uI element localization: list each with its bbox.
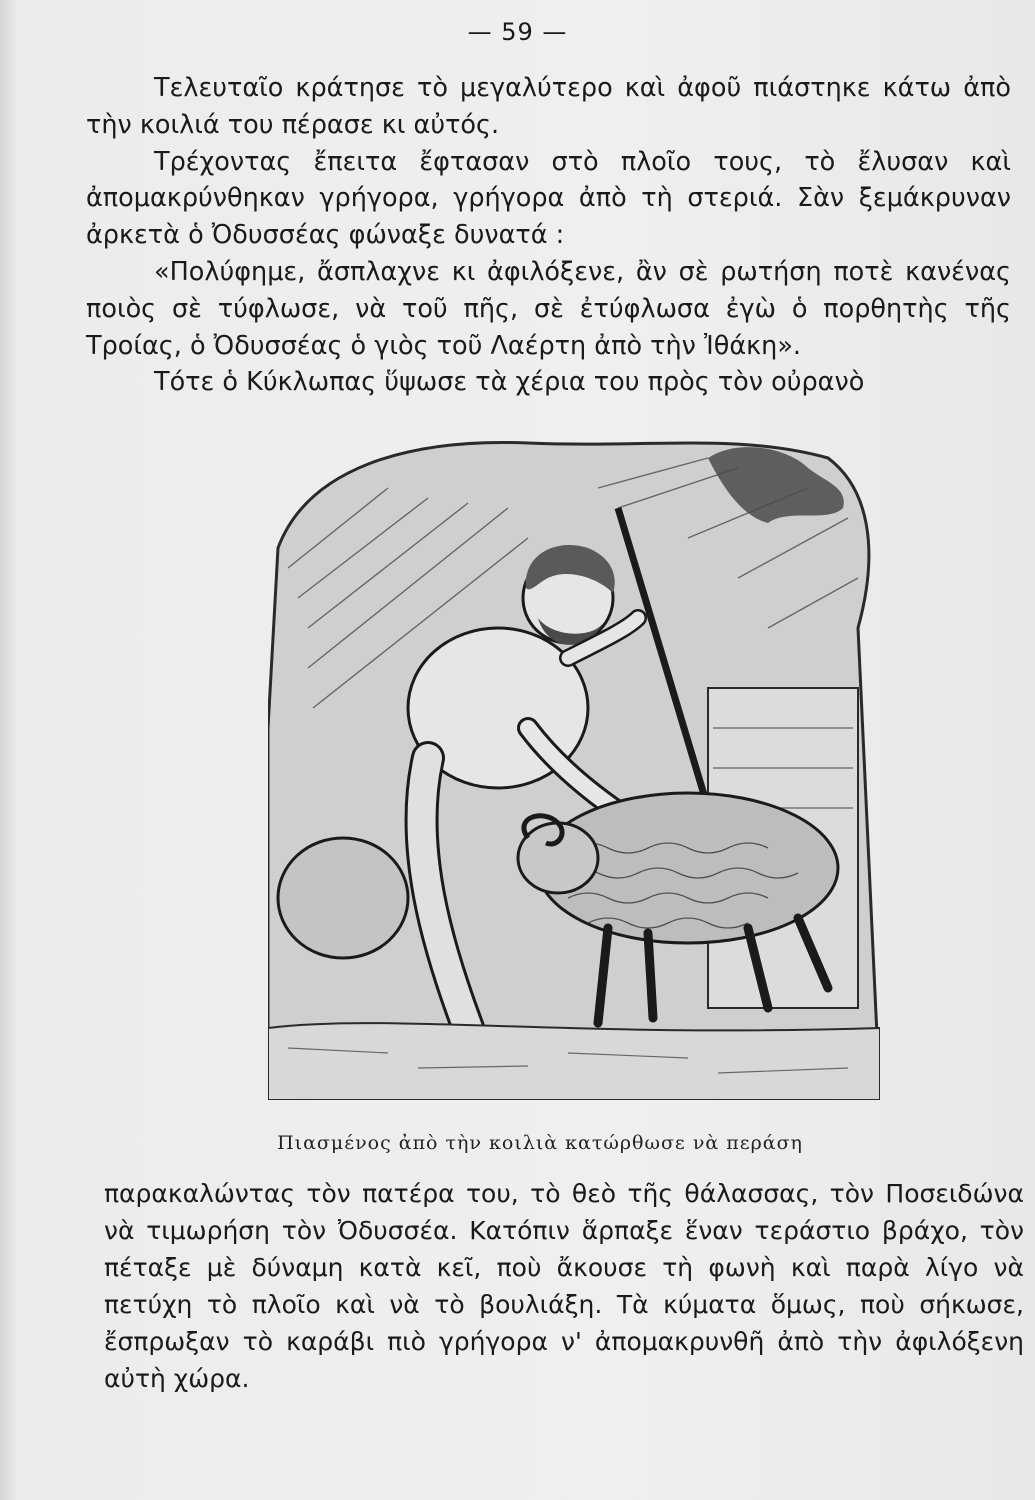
engraving-illustration [268,428,880,1100]
paragraph: Τότε ὁ Κύκλωπας ὕψωσε τὰ χέρια του πρὸς τὸν οὐρανὸ [154,367,865,398]
paragraph: Τρέχοντας ἔπειτα ἔφτασαν στὸ πλοῖο τους, τὸ ἔλυσαν καὶ ἀπομακρύνθηκαν γρήγορα, γρήγορα ἀπὸ τὴ στεριά. Σὰν ξεμάκρυναν ἀρκετὰ ὁ Ὀδυσσέας φώναξε δυνατά : [86,146,1011,251]
paragraph: Τελευταῖο κράτησε τὸ μεγαλύτερο καὶ ἀφοῦ πιάστηκε κάτω ἀπὸ τὴν κοιλιά του πέρασε κι αὐτός. [86,73,1011,140]
top-text-block [86,70,1011,401]
bottom-text-block [104,1175,1024,1397]
paragraph: παρακαλώντας τὸν πατέρα του, τὸ θεὸ τῆς θάλασσας, τὸν Ποσειδώνα νὰ τιμωρήση τὸν Ὀδυσσέα. Κατόπιν ἅρπαξε ἕναν τεράστιο βράχο, τὸν πέταξε μὲ δύναμη κατὰ κεῖ, ποὺ ἄκουσε τὴ φωνὴ καὶ παρὰ λίγο νὰ πετύχη τὸ πλοῖο καὶ νὰ τὸ βουλιάξη. Τὰ κύματα ὅμως, ποὺ σήκωσε, ἔσπρωξαν τὸ καράβι πιὸ γρήγορα ν' ἀπομακρυνθῆ ἀπὸ τὴν ἀφιλόξενη αὐτὴ χώρα. [104,1179,1024,1393]
sheep-left [278,838,408,958]
ram-head [518,823,598,893]
paragraph: «Πολύφημε, ἄσπλαχνε κι ἀφιλόξενε, ἂν σὲ ρωτήση ποτὲ κανένας ποιὸς σὲ τύφλωσε, νὰ τοῦ πῆς, σὲ ἐτύφλωσα ἐγὼ ὁ πορθητὴς τῆς Τροίας, ὁ Ὀδυσσέας ὁ γιὸς τοῦ Λαέρτη ἀπὸ τὴν Ἰθάκη». [86,256,1011,361]
figure-caption: Πιασμένος ἀπὸ τὴν κοιλιὰ κατώρθωσε νὰ περάση [277,1132,803,1154]
ground [268,1023,880,1100]
page-number: — 59 — [467,18,568,46]
